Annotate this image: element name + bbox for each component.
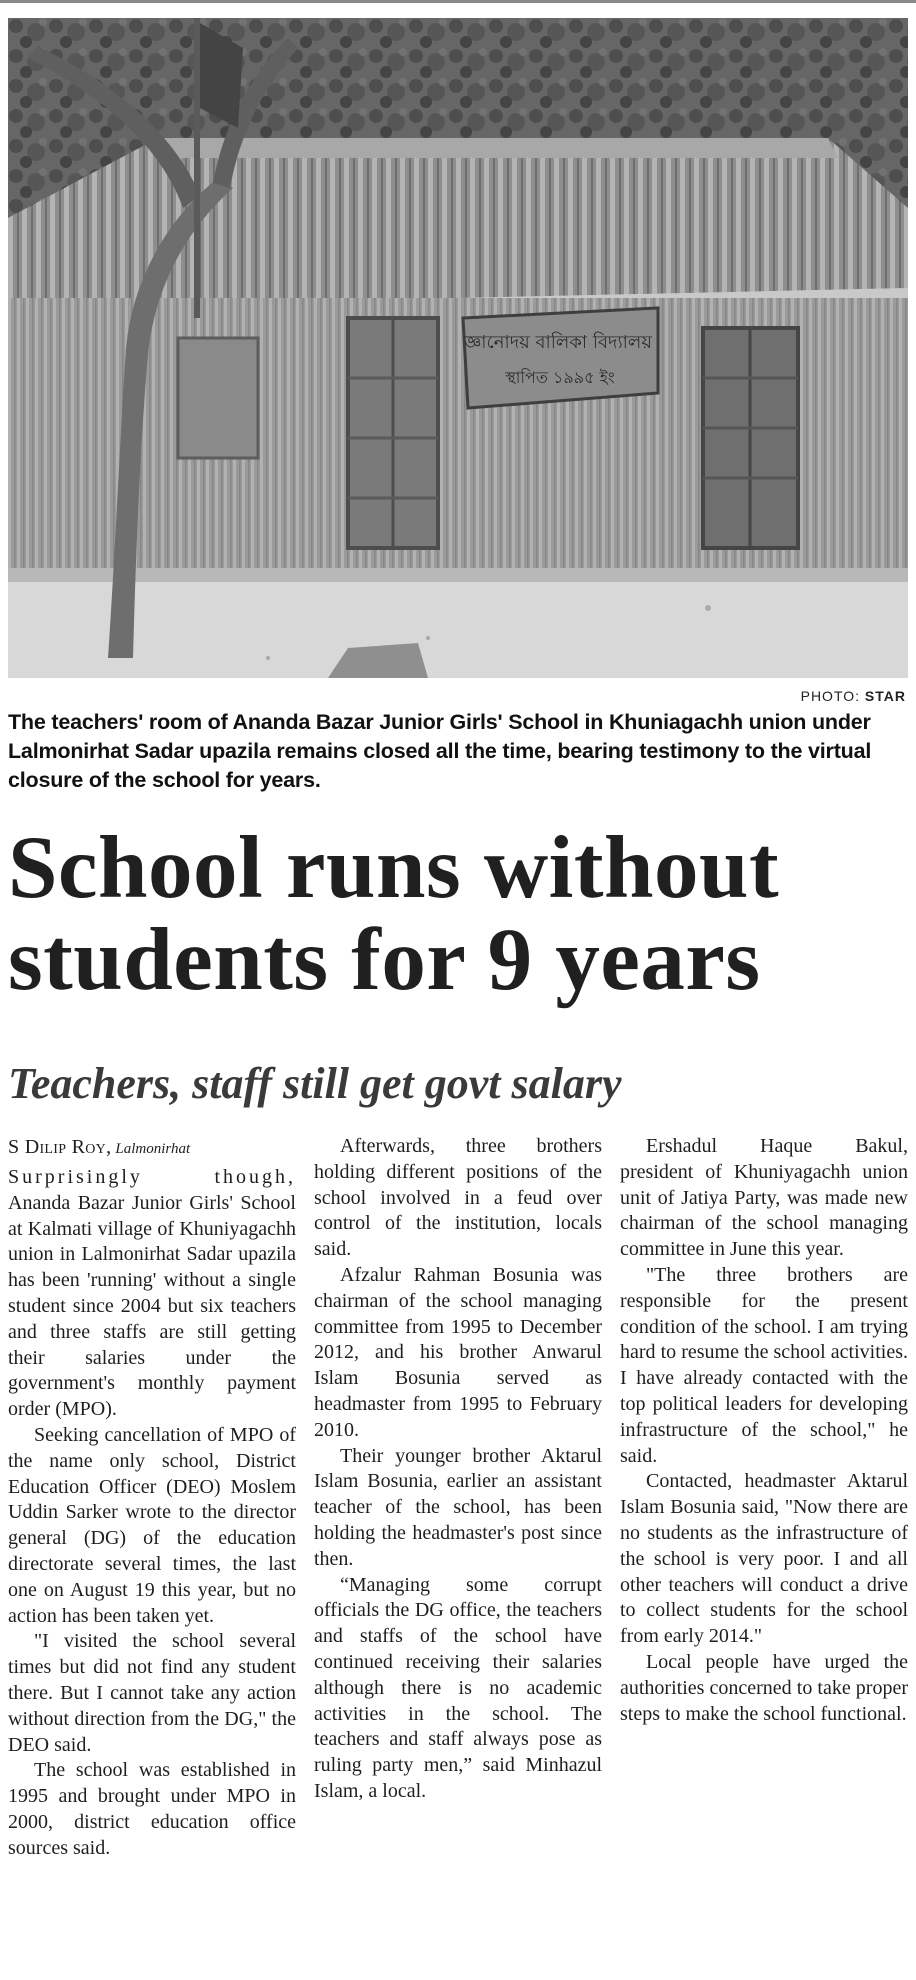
article-paragraph xyxy=(8,1165,296,1423)
photo-credit-label: PHOTO: xyxy=(800,688,861,704)
article-column-2 xyxy=(314,1134,602,1976)
article-paragraph: “Managing some corrupt officials the DG office, the teachers and staffs of the school have continued receiving their salaries although there is no academic activities in the school. The teachers and staff always pose as ruling party men,” said Minhazul Islam, a local. xyxy=(314,1573,602,1802)
article-column-3 xyxy=(620,1134,908,1976)
lead-first-word: Surprisingly though, xyxy=(8,1166,296,1188)
article-paragraph: Seeking cancellation of MPO of the name only school, District Education Officer (DEO) Moslem Uddin Sarker wrote to the director general (DG) of the education directorate several times, the last one on August 19 this year, but no action has been taken yet. xyxy=(8,1423,296,1627)
article-paragraph: Ershadul Haque Bakul, president of Khuniyagachh union unit of Jatiya Party, was made new chairman of the school managing committee in June this year. xyxy=(620,1135,908,1261)
school-building-photo-icon xyxy=(8,18,908,678)
article-columns xyxy=(8,1134,908,1976)
article-paragraph: "I visited the school several times but did not find any student there. But I cannot take any action without direction from the DG," the DEO said. xyxy=(8,1630,296,1756)
article-paragraph: The school was established in 1995 and brought under MPO in 2000, district education office sources said. xyxy=(8,1759,296,1859)
article-paragraph: Their younger brother Aktarul Islam Bosunia, earlier an assistant teacher of the school, has been holding the headmaster's post since then. xyxy=(314,1444,602,1570)
article-column-1 xyxy=(8,1134,296,1976)
byline-name: S Dilip Roy, xyxy=(8,1136,112,1158)
headline: School runs without students for 9 years xyxy=(8,819,780,1009)
article-paragraph: "The three brothers are responsible for the present condition of the school. I am trying hard to resume the school activities. I have already contacted with the top political leaders for developing infrastructure of the school," he said. xyxy=(620,1263,908,1467)
byline-place: Lalmonirhat xyxy=(115,1141,191,1157)
subhead: Teachers, staff still get govt salary xyxy=(8,1059,622,1108)
article-paragraph: Contacted, headmaster Aktarul Islam Bosunia said, "Now there are no students as the infrastructure of the school is very poor. I and all other teachers will conduct a drive to collect students for the school from early 2014." xyxy=(620,1470,908,1648)
top-rule xyxy=(0,0,916,3)
article-paragraph: Afterwards, three brothers holding different positions of the school involved in a feud over control of the institution, locals said. xyxy=(314,1135,602,1261)
byline xyxy=(8,1134,296,1163)
photo-caption: The teachers' room of Ananda Bazar Junior Girls' School in Khuniagachh union under Lalmonirhat Sadar upazila remains closed all the time, bearing testimony to the virtual closure of the school for years. xyxy=(8,710,872,792)
article-paragraph: Afzalur Rahman Bosunia was chairman of the school managing committee from 1995 to December 2012, and his brother Anwarul Islam Bosunia served as headmaster from 1995 to February 2010. xyxy=(314,1263,602,1441)
lead-rest: Ananda Bazar Junior Girls' School at Kalmati village of Khuniyagachh union in Lalmonirhat Sadar upazila has been 'running' without a single student since 2004 but six teachers and three staffs are still getting their salaries under the government's monthly payment order (MPO). xyxy=(8,1191,296,1421)
sign-year: স্থাপিত ১৯৯৫ ইং xyxy=(505,368,615,387)
sign-text: জ্ঞানোদয় বালিকা বিদ্যালয় xyxy=(464,332,652,353)
article-paragraph: Local people have urged the authorities concerned to take proper steps to make the school functional. xyxy=(620,1650,908,1725)
photo-credit xyxy=(801,688,906,704)
news-photo xyxy=(8,18,908,678)
photo-credit-source: STAR xyxy=(864,688,906,704)
